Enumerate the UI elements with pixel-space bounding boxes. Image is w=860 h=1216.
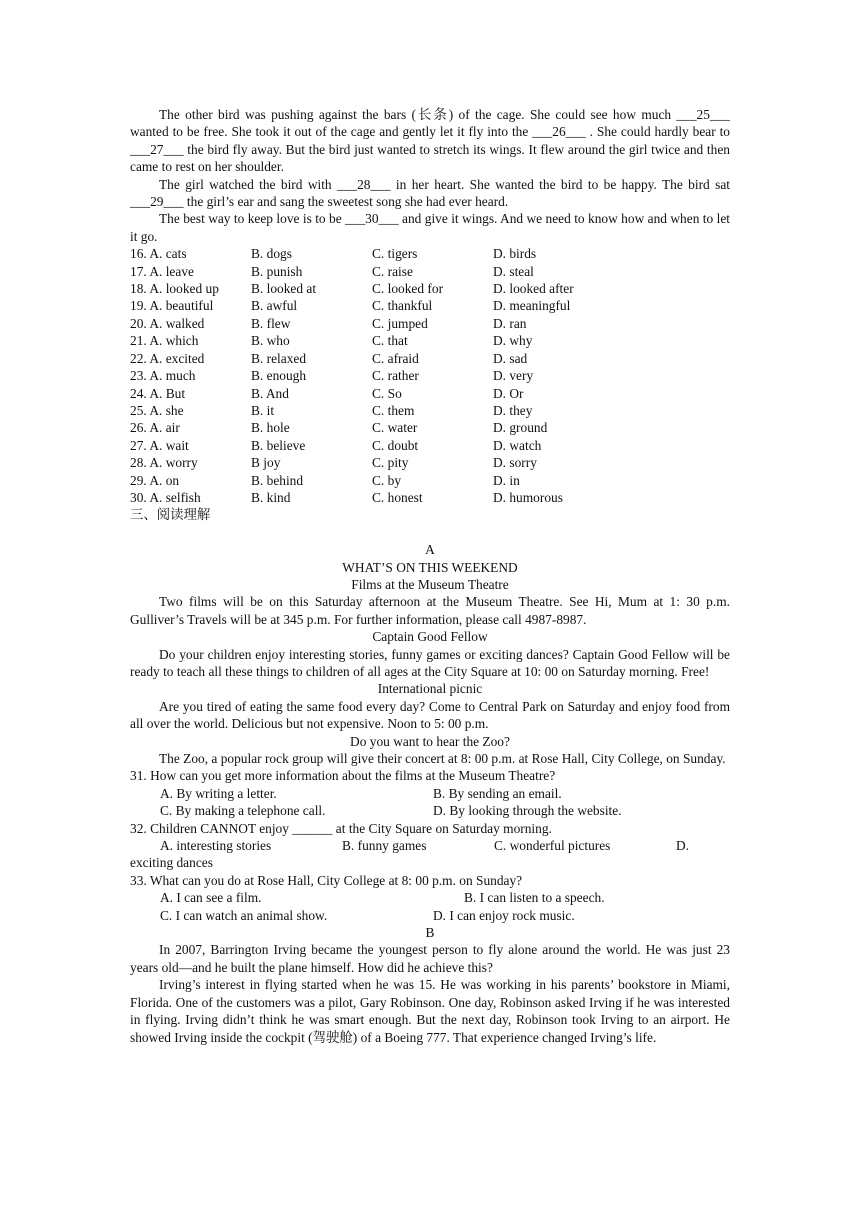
cloze-option: 20. A. walked [130,315,205,331]
cloze-option: C. by [372,472,402,488]
cloze-option: D. steal [493,263,534,279]
cloze-option: B. it [251,402,275,418]
question-31: 31. How can you get more information about the films at the Museum Theatre? [130,768,556,784]
part-a-title: WHAT’S ON THIS WEEKEND [342,559,518,575]
cloze-option: B. And [251,385,289,401]
cloze-option: B. punish [251,263,303,279]
question-31-choices-row2 [130,802,730,819]
choice-33d: D. I can enjoy rock music. [433,907,575,923]
cloze-option: C. jumped [372,315,428,331]
section-title: 三、阅读理解 [130,507,211,523]
cloze-option: D. looked after [493,281,574,297]
choice-32b: B. funny games [342,838,427,854]
cloze-option: D. very [493,368,534,384]
cloze-option: C. that [372,333,408,349]
cloze-option: 24. A. But [130,385,186,401]
cloze-option: B. who [251,333,290,349]
cloze-option-row [130,385,730,402]
cloze-option: B. enough [251,368,307,384]
paragraph-zoo: The Zoo, a popular rock group will give their concert at 8: 00 p.m. at Rose Hall, City College, on Sunday. [159,751,726,767]
cloze-option: C. honest [372,489,423,505]
spacer [130,524,730,541]
choice-33b: B. I can listen to a speech. [464,890,605,906]
question-32-choices-row [130,837,730,854]
question-33: 33. What can you do at Rose Hall, City College at 8: 00 p.m. on Sunday? [130,872,523,888]
cloze-option-row [130,332,730,349]
choice-33c: C. I can watch an animal show. [160,907,328,923]
heading-zoo: Do you want to hear the Zoo? [350,733,510,749]
cloze-option-row [130,437,730,454]
cloze-option-row [130,263,730,280]
cloze-option: C. So [372,385,402,401]
cloze-option: 23. A. much [130,368,196,384]
cloze-option: D. Or [493,385,524,401]
cloze-option: C. tigers [372,246,418,262]
cloze-option: 27. A. wait [130,437,189,453]
part-b-paragraph-1: In 2007, Barrington Irving became the youngest person to fly alone around the world. He was just 23 years old—and he built the plane himself. How did he achieve this? [130,942,730,975]
cloze-option: 28. A. worry [130,455,198,471]
cloze-option: B. dogs [251,246,292,262]
cloze-option: 21. A. which [130,333,199,349]
choice-31d: D. By looking through the website. [433,803,622,819]
cloze-option: 18. A. looked up [130,281,219,297]
cloze-option: D. ran [493,315,527,331]
cloze-options-list [130,245,730,506]
cloze-option: D. ground [493,420,548,436]
passage-paragraph-1: The other bird was pushing against the bars (长条) of the cage. She could see how much ___25___ wanted to be free. She took it out of the cage and gently let it fly into the ___26___ . She could hardly bear to ___27___ the bird fly away. But the bird just wanted to stretch its wings. It flew around the girl twice and then came to rest on her shoulder. [130,107,730,175]
cloze-option-row [130,315,730,332]
cloze-option: 22. A. excited [130,350,205,366]
cloze-option-row [130,419,730,436]
heading-films: Films at the Museum Theatre [351,576,509,592]
choice-32d: D. [676,838,690,854]
choice-33a: A. I can see a film. [160,890,262,906]
cloze-option-row [130,245,730,262]
heading-captain: Captain Good Fellow [372,629,488,645]
cloze-option: 30. A. selfish [130,489,201,505]
question-31-choices-row1 [130,785,730,802]
document-page [130,106,730,1046]
question-33-choices-row1 [130,889,730,906]
question-33-choices-row2 [130,907,730,924]
choice-32d-text: exciting dances [130,855,213,871]
choice-31c: C. By making a telephone call. [160,803,326,819]
cloze-option: D. watch [493,437,542,453]
cloze-option: C. doubt [372,437,419,453]
cloze-option: B. believe [251,437,306,453]
choice-31a: A. By writing a letter. [160,785,277,801]
question-32: 32. Children CANNOT enjoy ______ at the City Square on Saturday morning. [130,820,552,836]
cloze-option: C. looked for [372,281,444,297]
cloze-option: C. water [372,420,418,436]
cloze-option: B. looked at [251,281,317,297]
cloze-option: B joy [251,455,281,471]
cloze-option-row [130,454,730,471]
passage-paragraph-3: The best way to keep love is to be ___30___ and give it wings. And we need to know how and when to let it go. [130,211,730,244]
cloze-option: B. relaxed [251,350,307,366]
cloze-option: 17. A. leave [130,263,194,279]
cloze-option: D. meaningful [493,298,571,314]
cloze-option: B. hole [251,420,290,436]
cloze-option: D. sorry [493,455,537,471]
cloze-option: C. them [372,402,415,418]
heading-picnic: International picnic [377,681,483,697]
cloze-option-row [130,489,730,506]
cloze-option-row [130,297,730,314]
cloze-option: B. flew [251,315,291,331]
cloze-option: D. humorous [493,489,563,505]
cloze-option: B. behind [251,472,304,488]
part-b-paragraph-2: Irving’s interest in flying started when he was 15. He was working in his parents’ bookstore in Miami, Florida. One of the customers was a pilot, Gary Robinson. One day, Robinson asked Irving if he was interested in flying. Irving didn’t think he was smart enough. But the next day, Robinson took Irving to an airport. He showed Irving inside the cockpit (驾驶舱) of a Boeing 777. That experience changed Irving’s life. [130,977,730,1045]
cloze-option: B. kind [251,489,291,505]
part-b-label: B [425,925,435,941]
passage-paragraph-2: The girl watched the bird with ___28___ in her heart. She wanted the bird to be happy. The bird sat ___29___ the girl’s ear and sang the sweetest song she had ever heard. [130,176,730,210]
cloze-option: D. sad [493,350,528,366]
cloze-option: D. they [493,402,533,418]
cloze-option: C. raise [372,263,413,279]
cloze-option-row [130,472,730,489]
paragraph-picnic: Are you tired of eating the same food every day? Come to Central Park on Saturday and enjoy food from all over the world. Delicious but not expensive. Noon to 5: 00 p.m. [130,698,730,732]
cloze-option: C. afraid [372,350,419,366]
choice-32a: A. interesting stories [160,838,272,854]
paragraph-films: Two films will be on this Saturday afternoon at the Museum Theatre. See Hi, Mum at 1: 30 p.m. Gulliver’s Travels will be at 345 p.m. For further information, please call 4987-8987. [130,594,730,627]
cloze-option-row [130,350,730,367]
choice-31b: B. By sending an email. [433,785,562,801]
cloze-option: 19. A. beautiful [130,298,214,314]
cloze-option: D. birds [493,246,537,262]
cloze-option: C. rather [372,368,419,384]
cloze-option: 29. A. on [130,472,180,488]
choice-32c: C. wonderful pictures [494,838,611,854]
cloze-option: D. in [493,472,520,488]
part-a-label: A [425,542,435,558]
cloze-option: C. thankful [372,298,433,314]
cloze-option: 16. A. cats [130,246,187,262]
cloze-option-row [130,402,730,419]
cloze-option: B. awful [251,298,298,314]
cloze-option-row [130,367,730,384]
cloze-option: 26. A. air [130,420,180,436]
cloze-option: D. why [493,333,533,349]
cloze-option: C. pity [372,455,409,471]
cloze-option-row [130,280,730,297]
cloze-option: 25. A. she [130,402,184,418]
paragraph-captain: Do your children enjoy interesting stories, funny games or exciting dances? Captain Good Fellow will be ready to teach all these things to children of all ages at the City Square at 10: 00 on Saturday morning. Free! [130,646,730,679]
